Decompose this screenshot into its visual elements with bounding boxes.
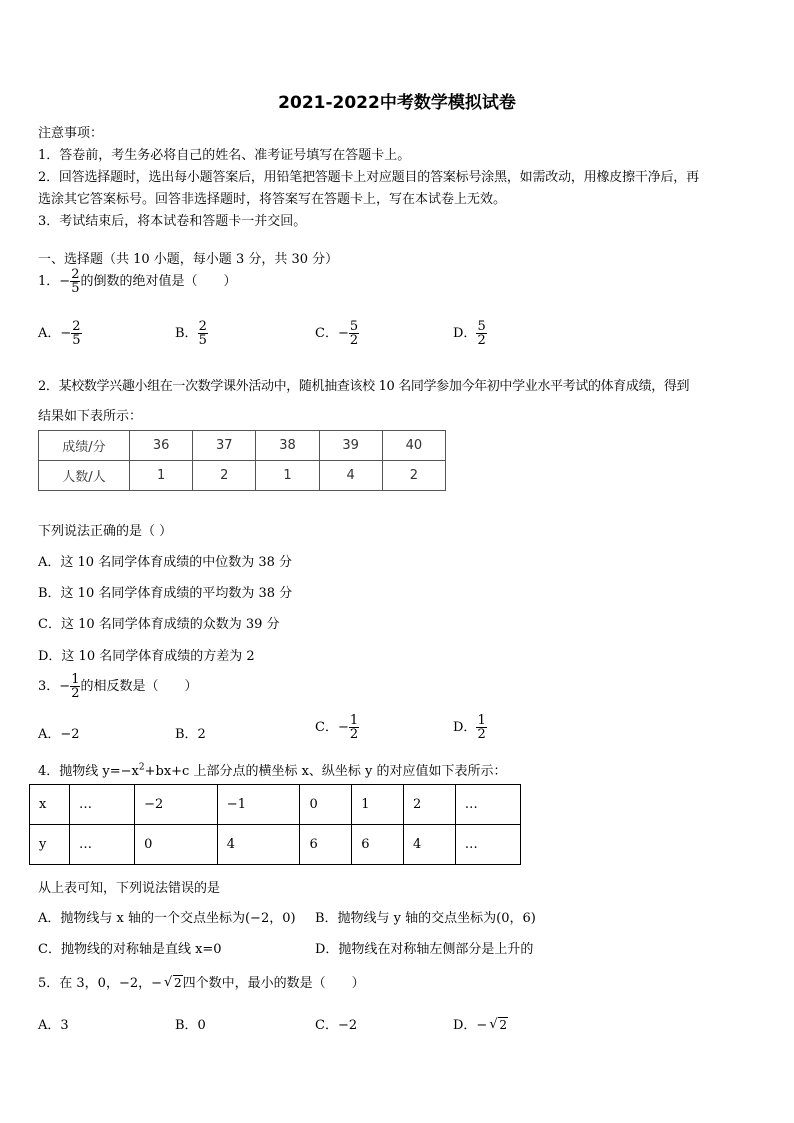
notice-item: 2．回答选择题时，选出每小题答案后，用铅笔把答题卡上对应题目的答案标号涂黑，如需改动，用橡皮擦干净后，再 — [38, 170, 699, 185]
question-4-prompt: 从上表可知，下列说法错误的是 — [38, 881, 221, 896]
option-d[interactable]: D．−√ 2 — [453, 1014, 508, 1033]
option-a[interactable]: A．−2 — [38, 727, 80, 742]
table-cell: −1 — [217, 785, 300, 825]
table-cell: 2 — [193, 461, 256, 491]
option-a[interactable]: A．− $\frac{2}{5}$ — [38, 319, 81, 348]
table-cell: −2 — [135, 785, 218, 825]
table-cell: x — [30, 785, 70, 825]
option-c[interactable]: C．抛物线的对称轴是直线 x=0 — [38, 942, 222, 957]
minus-sign: − — [59, 679, 71, 694]
option-a[interactable]: A．这 10 名同学体育成绩的中位数为 38 分 — [38, 555, 293, 570]
table-row — [30, 785, 521, 825]
option-b[interactable]: B．2 — [175, 727, 206, 742]
table-cell: 1 — [256, 461, 319, 491]
table-cell: 1 — [352, 785, 404, 825]
table-cell: 4 — [404, 825, 456, 865]
table-cell: … — [455, 785, 520, 825]
table-cell: … — [70, 825, 135, 865]
question-number: 1． — [38, 274, 60, 289]
table-cell: 成绩/分 — [39, 431, 130, 461]
table-row — [30, 825, 521, 865]
option-a[interactable]: A．抛物线与 x 轴的一个交点坐标为(−2，0) — [38, 911, 296, 926]
notice-heading: 注意事项： — [38, 126, 104, 141]
option-c[interactable]: C．− $\frac{1}{2}$ — [315, 713, 359, 742]
table-cell: 39 — [319, 431, 382, 461]
question-4-stem: 4．抛物线 $y=-x^2+bx+c$ 上部分点的横坐标 x、纵坐标 y 的对应值如下表所示： — [38, 762, 507, 779]
table-row — [39, 431, 446, 461]
table-row — [39, 461, 446, 491]
fraction: $\frac{1}{2}$ — [71, 672, 80, 701]
table-cell: 2 — [404, 785, 456, 825]
option-c[interactable]: C．−2 — [315, 1018, 358, 1033]
table-cell: 36 — [130, 431, 193, 461]
question-2-prompt: 下列说法正确的是（ ） — [38, 524, 173, 539]
table-cell: 4 — [319, 461, 382, 491]
question-1 — [38, 268, 236, 295]
section-heading: 一、选择题（共 10 小题，每小题 3 分，共 30 分） — [38, 252, 339, 267]
question-stem: 的相反数是（ ） — [80, 679, 198, 694]
option-a[interactable]: A．3 — [38, 1018, 69, 1033]
question-2-line1: 2．某校数学兴趣小组在一次数学课外活动中，随机抽查该校 10 名同学参加今年初中学业水平考试的体育成绩，得到 — [38, 379, 690, 394]
table-cell: 0 — [300, 785, 352, 825]
table-cell: 0 — [135, 825, 218, 865]
sqrt-symbol: √ 2 — [164, 976, 183, 991]
question-number: 3． — [38, 679, 60, 694]
option-b[interactable]: B．抛物线与 y 轴的交点坐标为(0，6) — [315, 911, 536, 926]
option-d[interactable]: D． $\frac{5}{2}$ — [453, 319, 486, 348]
option-d[interactable]: D． $\frac{1}{2}$ — [453, 713, 486, 742]
option-c[interactable]: C．这 10 名同学体育成绩的众数为 39 分 — [38, 617, 280, 632]
parabola-table — [29, 784, 521, 865]
table-cell: 人数/人 — [39, 461, 130, 491]
table-cell: … — [455, 825, 520, 865]
notice-item: 1．答卷前，考生务必将自己的姓名、准考证号填写在答题卡上。 — [38, 148, 411, 163]
table-cell: … — [70, 785, 135, 825]
table-cell: 38 — [256, 431, 319, 461]
question-2-line2: 结果如下表所示： — [38, 409, 143, 424]
table-cell: 37 — [193, 431, 256, 461]
option-b[interactable]: B． $\frac{2}{5}$ — [175, 319, 207, 348]
table-cell: 6 — [352, 825, 404, 865]
table-cell: 40 — [382, 431, 445, 461]
question-5-stem: 5．在 3，0，−2，−√ 2四个数中，最小的数是（ ） — [38, 972, 365, 991]
option-b[interactable]: B．0 — [175, 1018, 206, 1033]
page-title: 2021-2022中考数学模拟试卷 — [278, 93, 516, 113]
option-b[interactable]: B．这 10 名同学体育成绩的平均数为 38 分 — [38, 586, 293, 601]
option-d[interactable]: D．抛物线在对称轴左侧部分是上升的 — [315, 942, 534, 957]
score-table — [38, 430, 446, 491]
fraction: $\frac{2}{5}$ — [71, 267, 80, 296]
notice-item: 3．考试结束后，将本试卷和答题卡一并交回。 — [38, 214, 307, 229]
option-c[interactable]: C．− $\frac{5}{2}$ — [315, 319, 359, 348]
table-cell: y — [30, 825, 70, 865]
table-cell: 2 — [382, 461, 445, 491]
notice-item: 选涂其它答案标号。回答非选择题时，将答案写在答题卡上，写在本试卷上无效。 — [38, 192, 507, 207]
sqrt-symbol: √ 2 — [489, 1018, 508, 1033]
option-d[interactable]: D．这 10 名同学体育成绩的方差为 2 — [38, 649, 255, 664]
table-cell: 4 — [217, 825, 300, 865]
question-stem: 的倒数的绝对值是（ ） — [80, 274, 237, 289]
minus-sign: − — [59, 274, 71, 289]
question-3 — [38, 673, 197, 700]
table-cell: 6 — [300, 825, 352, 865]
table-cell: 1 — [130, 461, 193, 491]
